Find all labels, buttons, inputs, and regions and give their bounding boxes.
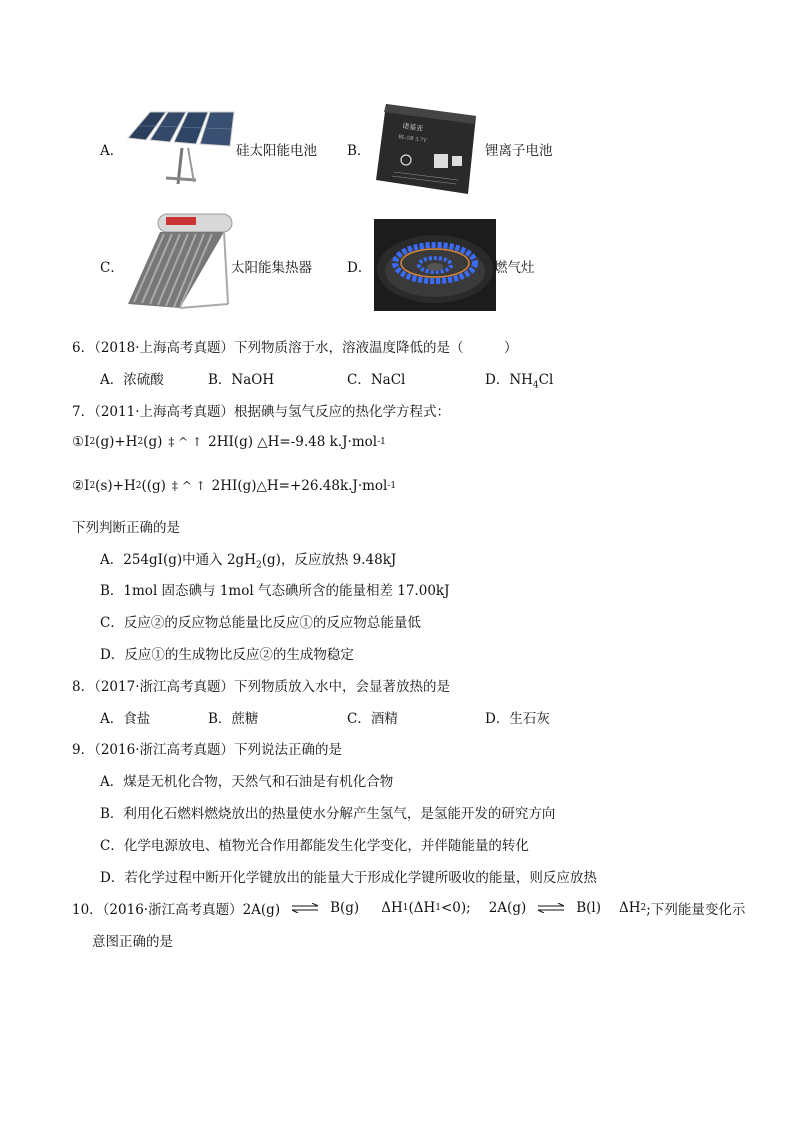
option-a-label: 硅太阳能电池 [236,143,317,159]
q7-equation-2: ②I 2 (s)+H 2 ((g) ‡ ^ ↑ 2HI(g)△H=+26.48k.J·mol -1 [72,478,397,494]
q9-stem: 9．（2016·浙江高考真题）下列说法正确的是 [72,742,342,758]
q7-stem: 7．（2011·上海高考真题）根据碘与氢气反应的热化学方程式： [72,404,450,420]
option-d-label: 燃气灶 [494,260,535,276]
q6-option-b: B．NaOH [208,372,275,388]
option-a-letter: A． [100,143,124,159]
q7-equation-1: ①I 2 (g)+H 2 (g) ‡ ^ ↑ 2HI(g) △H=-9.48 k.J·mol -1 [72,434,386,450]
q9-option-c: C．化学电源放电、植物光合作用都能发生化学变化，并伴随能量的转化 [100,838,529,854]
q7-option-b: B．1mol 固态碘与 1mol 气态碘所含的能量相差 17.00kJ [100,583,450,599]
equilibrium-arrow-icon [290,903,320,913]
q8-option-c: C．酒精 [347,711,398,727]
q8-option-a: A．食盐 [100,711,151,727]
option-d-letter: D． [347,260,372,276]
solar-panel-icon [126,108,238,188]
equilibrium-arrow-icon [536,903,566,913]
option-b-label: 锂离子电池 [485,143,553,159]
q7-judge: 下列判断正确的是 [72,520,180,536]
gas-stove-icon [374,219,496,311]
option-c-letter: C． [100,260,124,276]
q9-option-b: B．利用化石燃料燃烧放出的热量使水分解产生氢气，是氢能开发的研究方向 [100,806,556,822]
q9-option-d: D．若化学过程中断开化学键放出的能量大于形成化学键所吸收的能量，则反应放热 [100,870,597,886]
option-b-letter: B． [347,143,371,159]
q6-stem: 6．（2018·上海高考真题）下列物质溶于水，溶液温度降低的是（ ） [72,340,518,356]
reversible-arrow-icon: ‡ ^ ↑ [171,479,206,493]
solar-water-heater-icon [124,208,234,318]
q10-stem-line2: 意图正确的是 [92,934,173,950]
q6-option-a: A．浓硫酸 [100,372,164,388]
q6-option-c: C．NaCl [347,372,406,388]
q7-option-a: A．254gI(g)中通入 $2gH_2(g)$，反应放热 9.48kJ [100,552,397,571]
svg-text:诺基亚: 诺基亚 [401,122,424,133]
q10-stem: 10．（2016·浙江高考真题）2A(g) B(g) ΔH 1 (ΔH 1 <0); 2A(g) B(l) ΔH 2 ;下列能量变化示 [72,900,746,918]
reversible-arrow-icon: ‡ ^ ↑ [168,435,203,449]
q8-option-b: B．蔗糖 [208,711,259,727]
q7-option-d: D．反应①的生成物比反应②的生成物稳定 [100,647,354,663]
q8-option-d: D．生石灰 [485,711,550,727]
q8-stem: 8．（2017·浙江高考真题）下列物质放入水中，会显著放热的是 [72,679,450,695]
q7-option-c: C．反应②的反应物总能量比反应①的反应物总能量低 [100,615,421,631]
svg-text:BL-5B 3.7V: BL-5B 3.7V [397,134,427,144]
q6-option-d: D．$NH_4Cl$ [485,372,554,391]
q9-option-a: A．煤是无机化合物，天然气和石油是有机化合物 [100,774,394,790]
battery-icon [372,98,484,198]
option-c-label: 太阳能集热器 [231,260,312,276]
